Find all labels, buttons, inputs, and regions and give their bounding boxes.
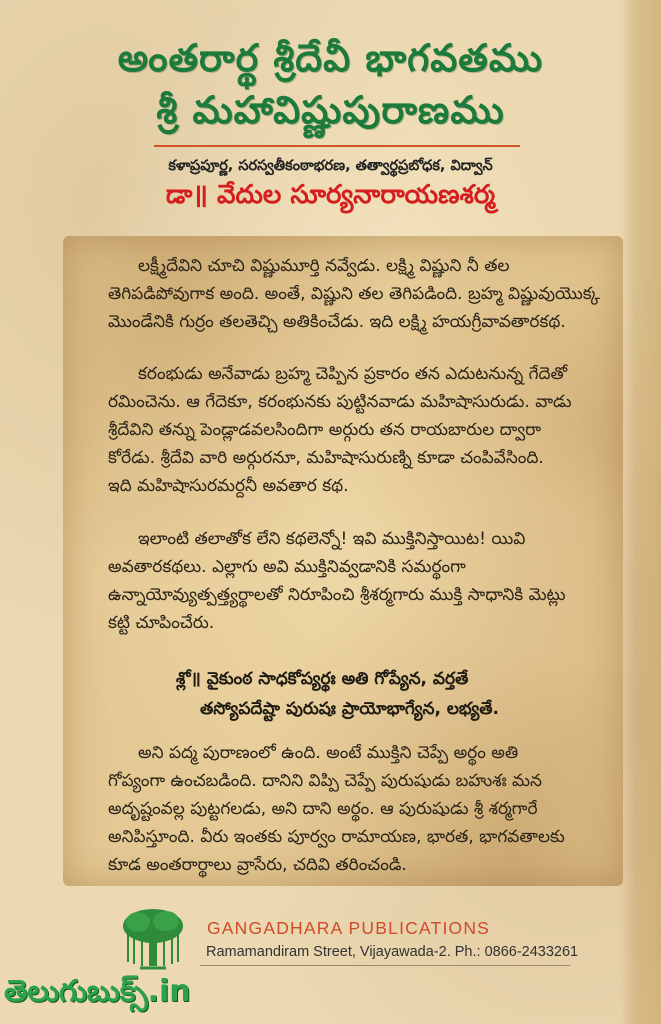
text-line: శ్రీదేవిని తన్ను పెండ్లాడవలసిందిగా అర్గురు తన రాయబారుల ద్వారా — [108, 420, 542, 440]
spine-edge — [619, 0, 661, 1024]
address-underline — [200, 965, 570, 966]
verse-line-2: తస్యోపదేష్టా పురుషః ప్రాయోభాగ్యేన, లభ్యతే. — [200, 699, 499, 719]
text-line: కూడ అంతరార్థాలు వ్రాసేరు, చదివి తరించండి. — [108, 855, 407, 875]
author-name: డా॥ వేదుల సూర్యనారాయణశర్మ — [165, 180, 496, 210]
paragraph-1 — [108, 252, 608, 336]
text-line: కోరేడు. శ్రీదేవి వారి అర్గురనూ, మహిషాసురుణ్ని కూడా చంపివేసింది. — [108, 448, 544, 468]
text-line: అనిపిస్తూంది. వీరు ఇంతకు పూర్వం రామాయణ, భారత, భాగవతాలకు — [108, 827, 565, 847]
title-divider — [154, 145, 520, 147]
text-line: లక్ష్మీదేవిని చూచి విష్ణుమూర్తి నవ్వేడు. లక్ష్మి విష్ణుని నీ తల — [138, 256, 510, 276]
text-line: అని పద్మ పురాణంలో ఉంది. అంటే ముక్తిని చెప్పే అర్థం అతి — [138, 743, 519, 763]
paragraph-3 — [108, 525, 608, 637]
text-line: రమించెను. ఆ గేదెకూ, కరంభునకు పుట్టినవాడు మహిషాసురుడు. వాడు — [108, 392, 572, 412]
book-title-line-1: అంతరార్థ శ్రీదేవీ భాగవతము — [117, 36, 544, 80]
site-watermark: తెలుగుబుక్స్.in — [4, 974, 191, 1009]
publisher-name: GANGADHARA PUBLICATIONS — [207, 918, 491, 938]
verse-line-1: శ్లో॥ వైకుంఠ సాధకోప్యర్థః అతి గోప్యేన, వర్తతే — [176, 669, 469, 689]
text-line: అవతారకథలు. ఎల్లాగు అవి ముక్తినివ్వడానికి సమర్థంగా — [108, 557, 466, 577]
paragraph-4 — [108, 739, 608, 879]
text-line: ఇలాంటి తలాతోక లేని కథలెన్నో! ఇవి ముక్తినిస్తాయిట! యివి — [138, 529, 526, 549]
paragraph-2 — [108, 360, 608, 500]
text-line: గోప్యంగా ఉంచబడింది. దానిని విప్పి చెప్పే పురుషుడు బహుశః మన — [108, 771, 542, 791]
text-line: తెగిపడిపోవుగాక అంది. అంతే, విష్ణుని తల తెగిపడింది. బ్రహ్మ విష్ణువుయొక్క — [108, 284, 600, 304]
author-honorifics: కళాప్రపూర్ణ, సరస్వతీకంఠాభరణ, తత్వార్థప్రబోధక, విద్వాన్ — [168, 158, 493, 174]
text-line: ఉన్నాయోవ్యుత్పత్త్యర్థాలతో నిరూపించి శ్రీశర్మగారు ముక్తి సాధానికి మెట్లు — [108, 585, 566, 605]
text-line: కట్టి చూపించేరు. — [108, 613, 215, 633]
book-title-line-2: శ్రీ మహావిష్ణుపురాణము — [156, 88, 505, 132]
text-line: అదృష్టంవల్ల పుట్టగలడు, అని దాని అర్థం. ఆ పురుషుడు శ్రీ శర్మగారే — [108, 799, 538, 819]
text-line: ఇది మహిషాసురమర్దనీ అవతార కథ. — [108, 476, 349, 496]
text-line: కరంభుడు అనేవాడు బ్రహ్మ చెప్పిన ప్రకారం తన ఎదుటనున్న గేదెతో — [138, 364, 568, 384]
text-line: మొండేనికి గుర్రం తలతెచ్చి అతికించేడు. ఇది లక్ష్మి హయగ్రీవావతారకథ. — [108, 312, 566, 332]
publisher-address: Ramamandiram Street, Vijayawada-2. Ph.: 0866-2433261 — [206, 944, 579, 960]
banyan-tree-logo-icon — [120, 906, 186, 970]
